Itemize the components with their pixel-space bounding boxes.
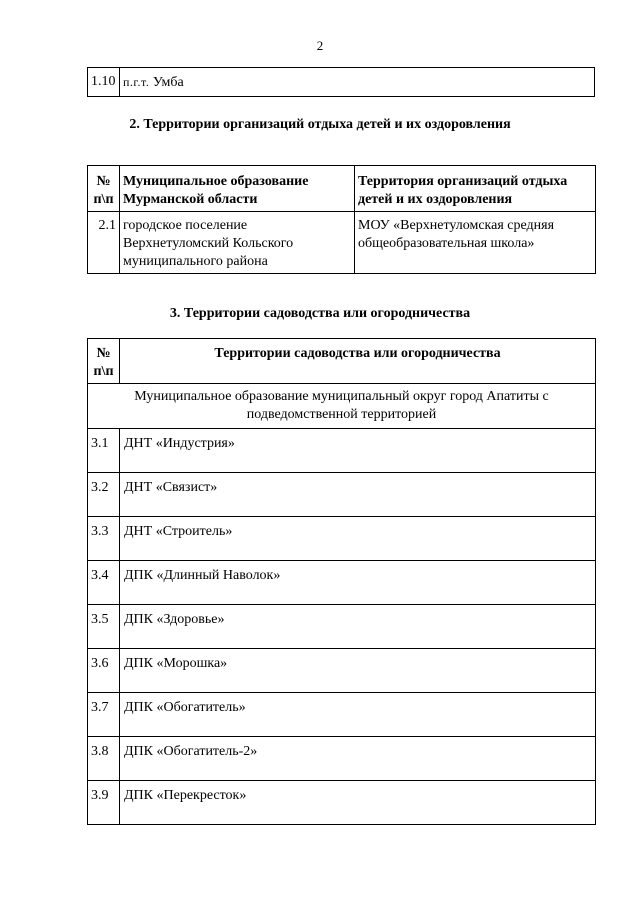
row-number: 3.6 xyxy=(88,649,120,693)
table-header-row xyxy=(88,166,596,212)
group-row xyxy=(88,384,596,429)
row-name: ДНТ «Индустрия» xyxy=(120,429,596,473)
row-name: ДНТ «Строитель» xyxy=(120,517,596,561)
row-number: 3.1 xyxy=(88,429,120,473)
row-name: ДПК «Длинный Наволок» xyxy=(120,561,596,605)
header-num: № п\п xyxy=(88,339,120,384)
table-row xyxy=(88,561,596,605)
settlement-prefix: п.г.т. xyxy=(123,74,150,89)
row-name xyxy=(120,68,595,97)
page-number: 2 xyxy=(316,38,324,53)
row-name: ДНТ «Связист» xyxy=(120,473,596,517)
row-name: ДПК «Обогатитель» xyxy=(120,693,596,737)
row-number: 3.8 xyxy=(88,737,120,781)
row-name: ДПК «Здоровье» xyxy=(120,605,596,649)
section-2-heading: 2. Территории организаций отдыха детей и их оздоровления xyxy=(129,117,511,132)
table-row xyxy=(88,693,596,737)
header-territory: Территория организаций отдыха детей и их оздоровления xyxy=(355,166,596,212)
table-row xyxy=(88,429,596,473)
header-territory: Территории садоводства или огородничества xyxy=(120,339,596,384)
table-row xyxy=(88,649,596,693)
row-territory: МОУ «Верхнетуломская средняя общеобразовательная школа» xyxy=(355,212,596,274)
row-number: 3.5 xyxy=(88,605,120,649)
header-municipality: Муниципальное образование Мурманской области xyxy=(120,166,355,212)
row-number: 3.7 xyxy=(88,693,120,737)
row-number: 3.2 xyxy=(88,473,120,517)
row-municipality: городское поселение Верхнетуломский Кольского муниципального района xyxy=(120,212,355,274)
section-3-heading: 3. Территории садоводства или огородничества xyxy=(169,306,471,321)
table-header-row xyxy=(88,339,596,384)
table-gardening xyxy=(87,338,596,825)
table-row xyxy=(88,517,596,561)
row-number: 3.9 xyxy=(88,781,120,825)
row-name: ДПК «Обогатитель-2» xyxy=(120,737,596,781)
table-row xyxy=(88,781,596,825)
settlement-name: Умба xyxy=(152,74,184,90)
row-number: 3.4 xyxy=(88,561,120,605)
row-name: ДПК «Морошка» xyxy=(120,649,596,693)
row-number: 3.3 xyxy=(88,517,120,561)
row-number: 2.1 xyxy=(88,212,120,274)
table-children-recreation xyxy=(87,165,596,274)
table-row xyxy=(88,212,596,274)
table-row xyxy=(88,605,596,649)
table-row xyxy=(88,473,596,517)
table-settlements xyxy=(87,67,595,97)
row-number: 1.10 xyxy=(88,68,120,97)
table-row xyxy=(88,68,595,97)
row-name: ДПК «Перекресток» xyxy=(120,781,596,825)
group-title: Муниципальное образование муниципальный округ город Апатиты с подведомственной территорией xyxy=(88,384,596,429)
table-row xyxy=(88,737,596,781)
header-num: № п\п xyxy=(88,166,120,212)
